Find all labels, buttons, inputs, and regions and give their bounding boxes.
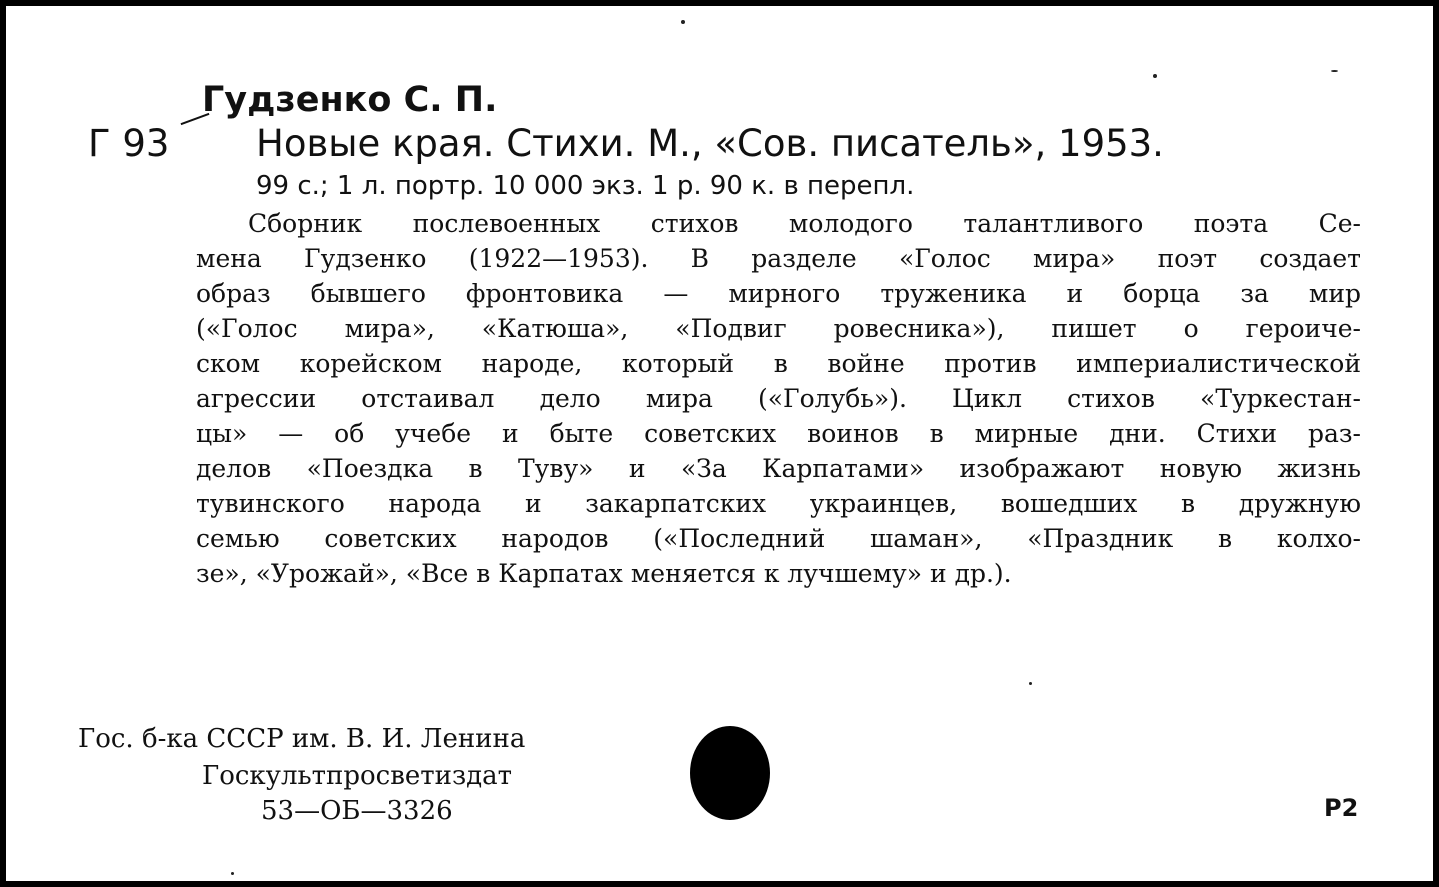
abstract-line: образ бывшего фронтовика — мирного труженика и борца за мир	[196, 279, 1361, 308]
abstract-line: агрессии отстаивал дело мира («Голубь»). Цикл стихов «Туркестан-	[196, 384, 1361, 413]
scan-speck	[1331, 70, 1338, 72]
page-code: Р2	[1324, 794, 1359, 822]
abstract-line: («Голос мира», «Катюша», «Подвиг ровесника»), пишет о героиче-	[196, 314, 1361, 343]
publisher-name: Госкультпросветиздат	[202, 761, 513, 791]
abstract-line: ском корейском народе, который в войне против империалистической	[196, 349, 1361, 378]
punch-hole	[690, 726, 770, 820]
book-title-line: Новые края. Стихи. М., «Сов. писатель», 1953.	[256, 122, 1164, 165]
abstract-line: зе», «Урожай», «Все в Карпатах меняется к лучшему» и др.).	[196, 559, 1012, 588]
library-name: Гос. б-ка СССР им. В. И. Ленина	[78, 724, 526, 754]
scan-speck	[1029, 682, 1032, 685]
abstract-line: делов «Поездка в Туву» и «За Карпатами» изображают новую жизнь	[196, 454, 1361, 483]
abstract-line: тувинского народа и закарпатских украинцев, вошедших в дружную	[196, 489, 1361, 518]
scan-speck	[681, 20, 685, 24]
scan-speck	[1153, 74, 1157, 78]
publication-details: 99 с.; 1 л. портр. 10 000 экз. 1 р. 90 к. в перепл.	[256, 171, 915, 201]
catalog-card	[6, 6, 1433, 881]
author-heading	[202, 80, 497, 120]
card-number: 53—ОБ—3326	[261, 796, 453, 826]
call-number: Г 93	[88, 122, 170, 165]
abstract-line: цы» — об учебе и быте советских воинов в мирные дни. Стихи раз-	[196, 419, 1361, 448]
scan-speck	[231, 872, 234, 875]
abstract-line: Сборник послевоенных стихов молодого талантливого поэта Се-	[248, 209, 1361, 238]
abstract-line: мена Гудзенко (1922—1953). В разделе «Голос мира» поэт создает	[196, 244, 1361, 273]
author-name: Гудзенко С. П.	[202, 80, 498, 120]
abstract-line: семью советских народов («Последний шаман», «Праздник в колхо-	[196, 524, 1361, 553]
abstract	[196, 206, 1361, 591]
